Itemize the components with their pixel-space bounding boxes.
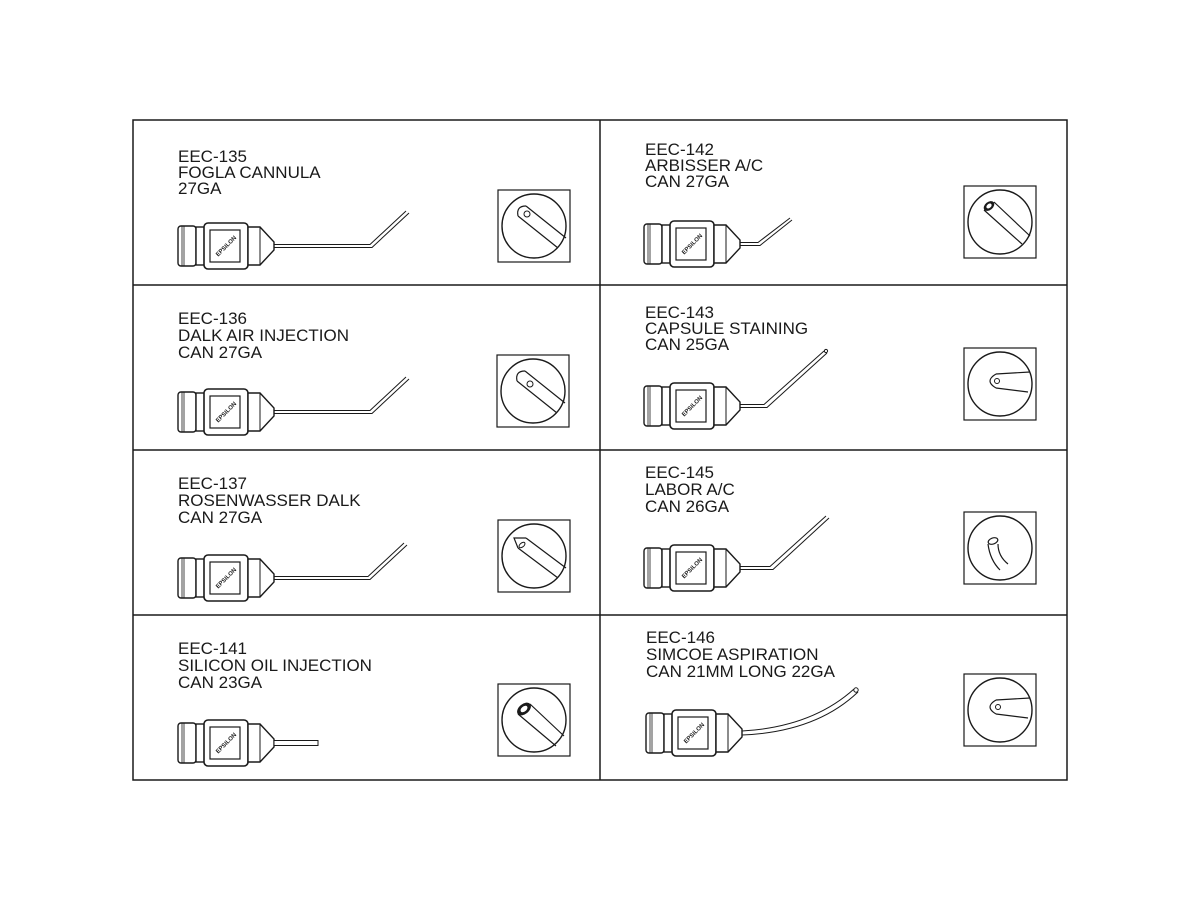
product-gauge: 27GA — [178, 179, 222, 198]
tip-detail — [964, 186, 1036, 258]
product-name: LABOR A/C — [645, 480, 735, 499]
product-name: CAPSULE STAINING — [645, 319, 809, 338]
product-name: SIMCOE ASPIRATION — [646, 645, 819, 664]
product-code: EEC-141 — [178, 639, 247, 658]
product-code: EEC-145 — [645, 463, 714, 482]
brand-logo: EPSILON — [681, 233, 705, 257]
tip-detail — [497, 355, 569, 427]
brand-logo: EPSILON — [215, 235, 239, 259]
brand-logo: EPSILON — [215, 567, 239, 591]
tip-detail — [498, 190, 570, 262]
product-name: SILICON OIL INJECTION — [178, 656, 372, 675]
product-code: EEC-143 — [645, 303, 714, 322]
product-name: ARBISSER A/C — [645, 156, 764, 175]
brand-logo: EPSILON — [215, 732, 239, 756]
product-name: DALK AIR INJECTION — [178, 326, 349, 345]
product-code: EEC-142 — [645, 140, 714, 159]
product-gauge: CAN 27GA — [178, 343, 263, 362]
product-name: ROSENWASSER DALK — [178, 491, 361, 510]
product-gauge: CAN 21MM LONG 22GA — [646, 662, 835, 681]
tip-detail — [498, 520, 570, 592]
tip-detail — [964, 512, 1036, 584]
product-code: EEC-136 — [178, 309, 247, 328]
brand-logo: EPSILON — [215, 401, 239, 425]
tip-detail — [498, 684, 570, 756]
product-name: FOGLA CANNULA — [178, 163, 321, 182]
brand-logo: EPSILON — [681, 557, 705, 581]
product-code: EEC-137 — [178, 474, 247, 493]
product-gauge: CAN 27GA — [178, 508, 263, 527]
product-code: EEC-146 — [646, 628, 715, 647]
tip-detail — [964, 674, 1036, 746]
brand-logo: EPSILON — [681, 395, 705, 419]
product-gauge: CAN 27GA — [645, 172, 730, 191]
product-code: EEC-135 — [178, 147, 247, 166]
brand-logo: EPSILON — [683, 722, 707, 746]
tip-detail — [964, 348, 1036, 420]
product-gauge: CAN 25GA — [645, 335, 730, 354]
product-gauge: CAN 23GA — [178, 673, 263, 692]
product-gauge: CAN 26GA — [645, 497, 730, 516]
